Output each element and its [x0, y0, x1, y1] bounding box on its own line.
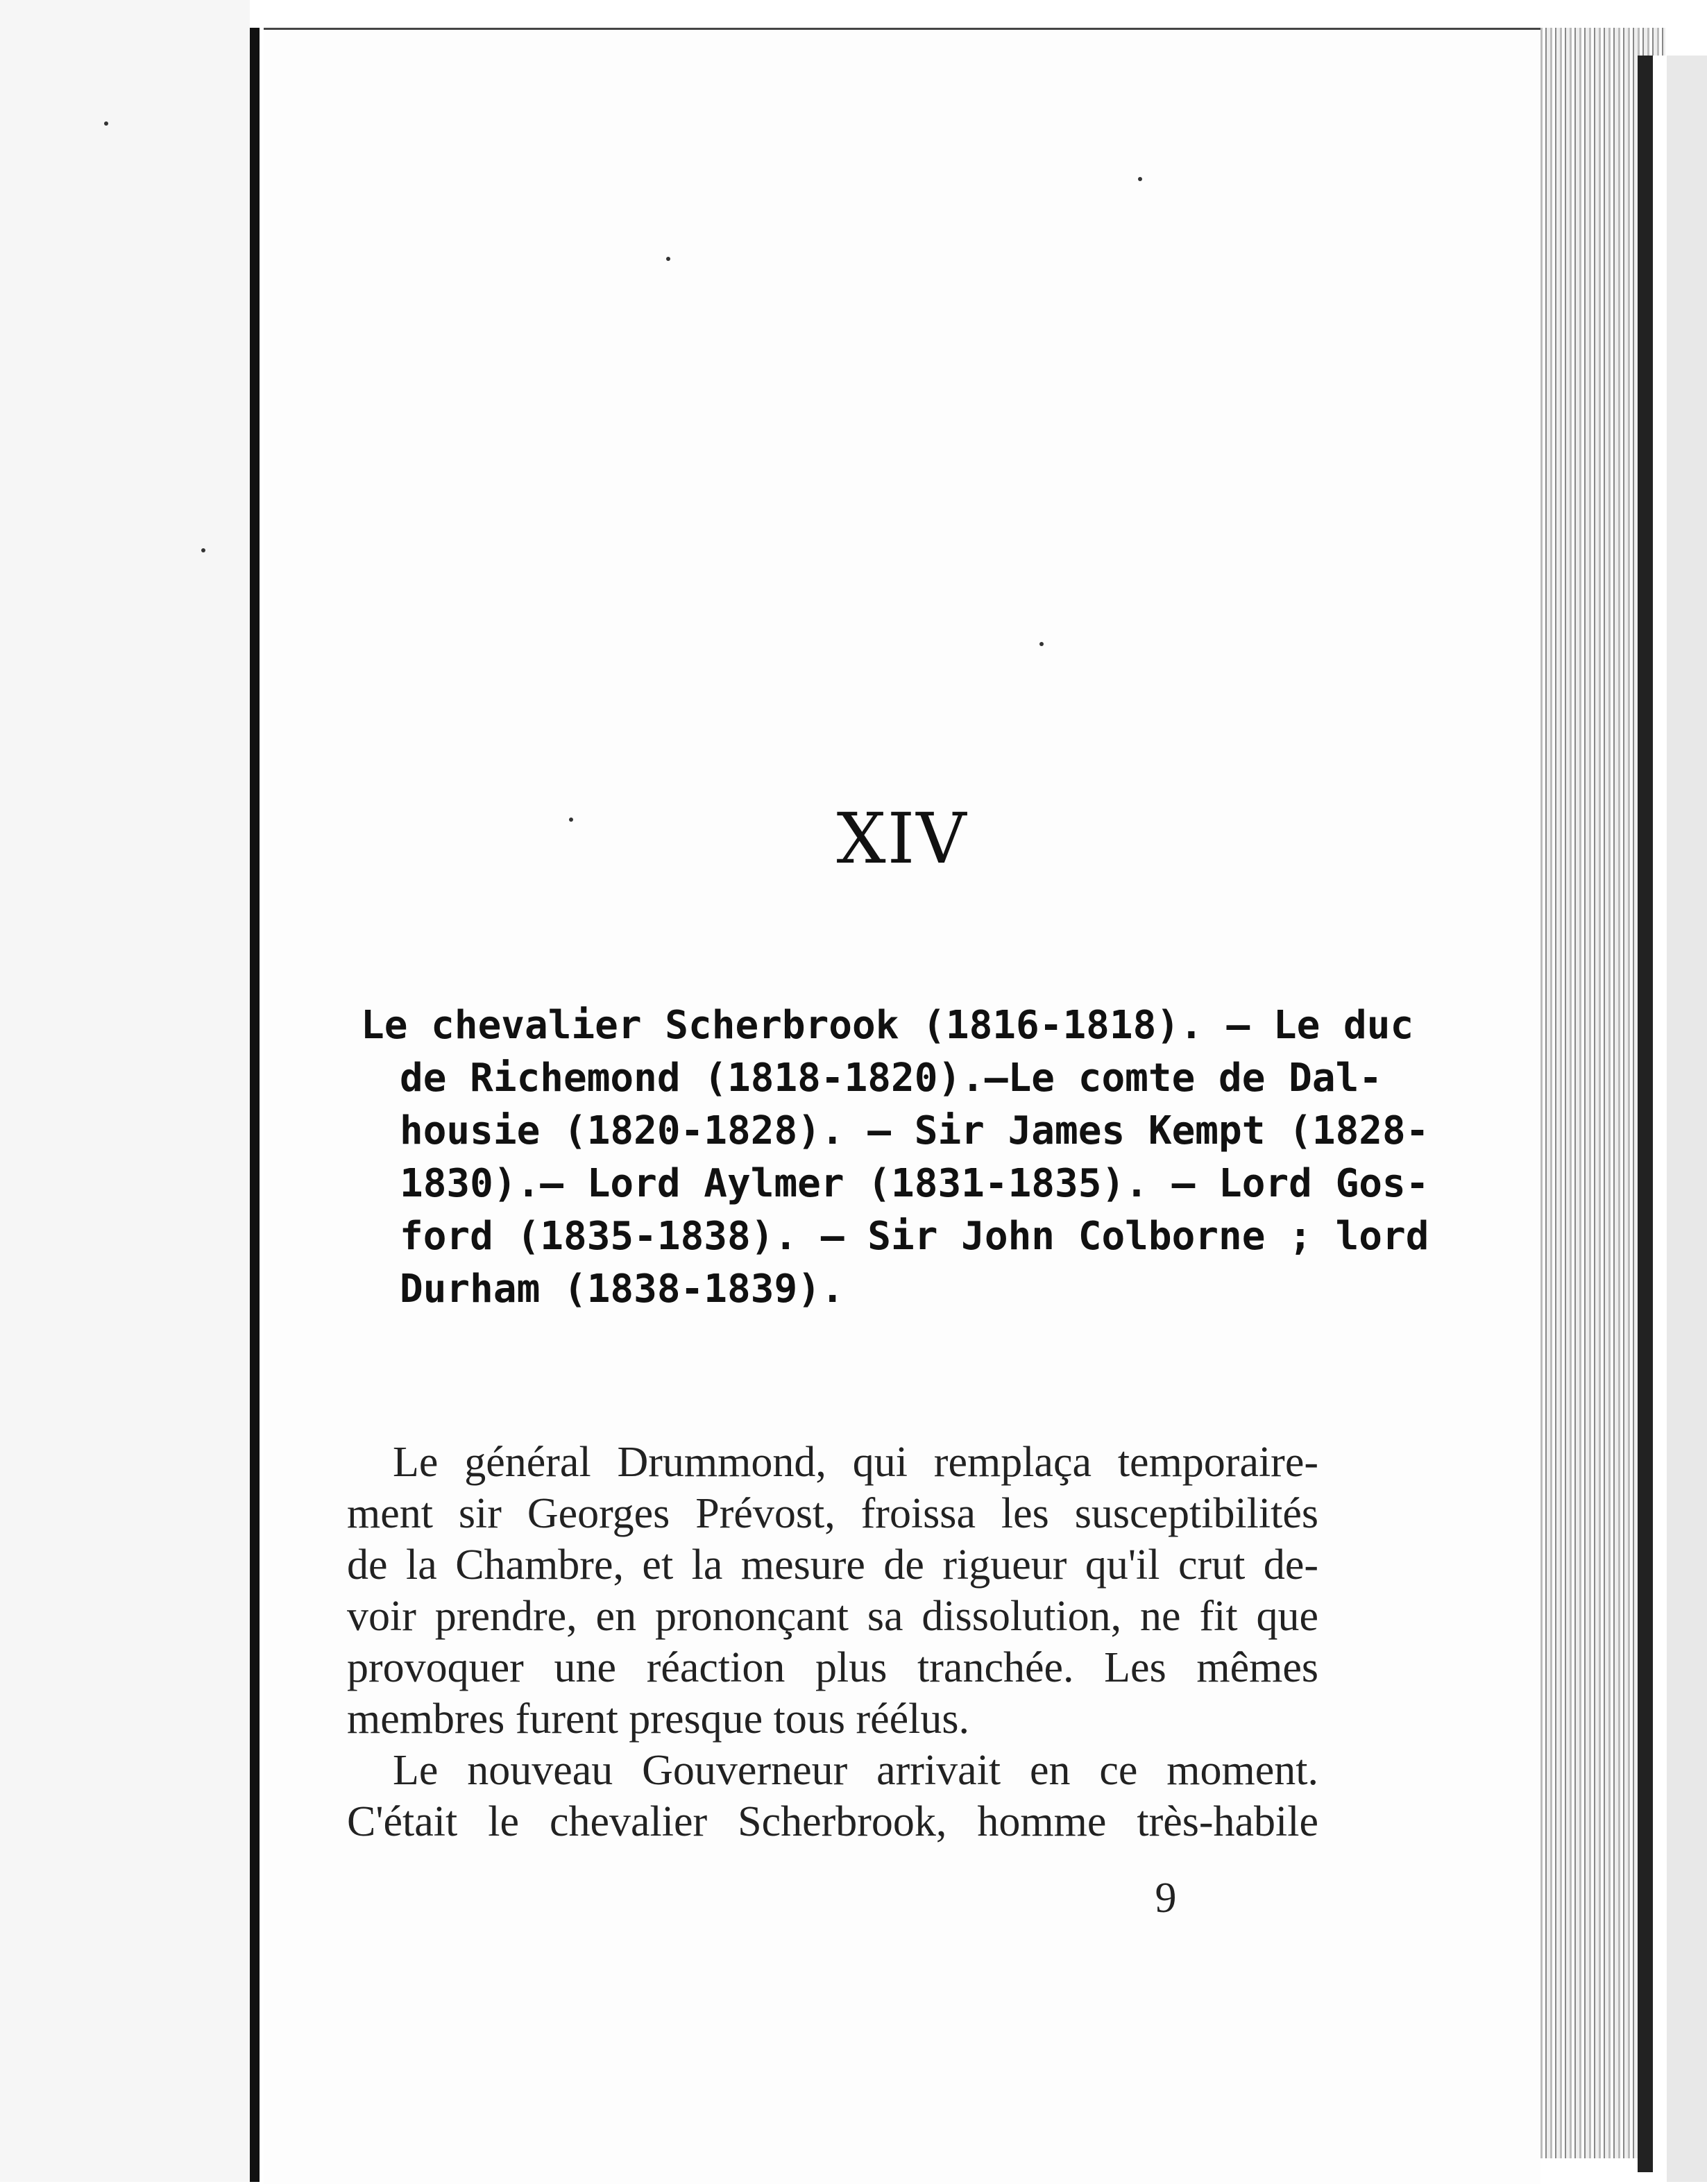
- summary-line: 1830).— Lord Aylmer (1831-1835). — Lord Gos-: [400, 1161, 1429, 1206]
- page-number: 9: [1155, 1874, 1177, 1922]
- body-line: voir prendre, en prononçant sa dissolution, ne fit que: [347, 1593, 1318, 1640]
- body-line: C'était le chevalier Scherbrook, homme très-habile: [347, 1798, 1318, 1845]
- summary-line: de Richemond (1818-1820).—Le comte de Dal-: [400, 1056, 1383, 1101]
- body-line: membres furent presque tous réélus.: [347, 1695, 970, 1743]
- summary-line: Le chevalier Scherbrook (1816-1818). — Le duc: [361, 1003, 1414, 1048]
- scan-speck: [201, 548, 205, 552]
- background-right: [1667, 56, 1707, 2182]
- scan-speck: [1138, 177, 1142, 181]
- chapter-summary: [361, 999, 1429, 1316]
- body-text: [347, 1437, 1318, 1847]
- cover-edge-light: [1653, 56, 1667, 2172]
- left-page-edge: [0, 0, 250, 2182]
- scan-speck: [104, 121, 108, 126]
- gutter-shadow: [250, 28, 260, 2182]
- body-line: de la Chambre, et la mesure de rigueur qu'il crut de-: [347, 1541, 1318, 1589]
- body-line: provoquer une réaction plus tranchée. Les mêmes: [347, 1644, 1318, 1691]
- scan-speck: [666, 257, 670, 261]
- body-line: ment sir Georges Prévost, froissa les susceptibilités: [347, 1490, 1318, 1537]
- chapter-number: XIV: [836, 798, 968, 879]
- summary-line: ford (1835-1838). — Sir John Colborne ; lord: [400, 1214, 1429, 1259]
- body-line: Le général Drummond, qui remplaça temporaire-: [393, 1439, 1318, 1486]
- cover-edge-dark: [1638, 56, 1653, 2172]
- scan-speck: [1039, 642, 1044, 646]
- summary-line: housie (1820-1828). — Sir James Kempt (1828-: [400, 1108, 1429, 1153]
- body-line: Le nouveau Gouverneur arrivait en ce moment.: [393, 1747, 1318, 1794]
- summary-line: Durham (1838-1839).: [400, 1267, 844, 1312]
